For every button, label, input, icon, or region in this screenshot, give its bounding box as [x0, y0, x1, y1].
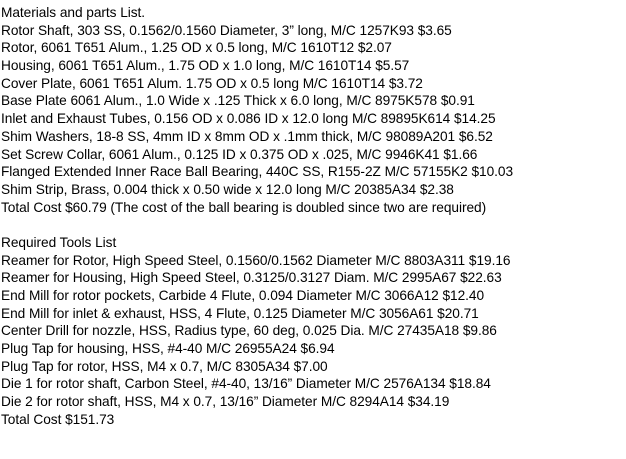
materials-total: Total Cost $60.79 (The cost of the ball bearing is doubled since two are required): [1, 199, 487, 215]
tools-item-die-1: Die 1 for rotor shaft, Carbon Steel, #4-40, 13/16” Diameter M/C 2576A134 $18.84: [1, 376, 491, 392]
materials-item-shim-washers: Shim Washers, 18-8 SS, 4mm ID x 8mm OD x .1mm thick, M/C 98089A201 $6.52: [1, 128, 493, 144]
tools-heading: Required Tools List: [1, 234, 117, 250]
materials-item-housing: Housing, 6061 T651 Alum., 1.75 OD x 1.0 long, M/C 1610T14 $5.57: [1, 58, 410, 74]
materials-item-rotor: Rotor, 6061 T651 Alum., 1.25 OD x 0.5 long, M/C 1610T12 $2.07: [1, 40, 392, 56]
materials-section: [1, 4, 624, 216]
tools-total: Total Cost $151.73: [1, 411, 115, 427]
materials-item-ball-bearing: Flanged Extended Inner Race Ball Bearing, 440C SS, R155-2Z M/C 57155K2 $10.03: [1, 164, 514, 180]
tools-item-end-mill-rotor-pockets: End Mill for rotor pockets, Carbide 4 Flute, 0.094 Diameter M/C 3066A12 $12.40: [1, 288, 485, 303]
tools-item-plug-tap-rotor: Plug Tap for rotor, HSS, M4 x 0.7, M/C 8305A34 $7.00: [1, 358, 328, 374]
tools-item-reamer-housing: Reamer for Housing, High Speed Steel, 0.3125/0.3127 Diam. M/C 2995A67 $22.63: [1, 270, 502, 286]
tools-item-reamer-rotor: Reamer for Rotor, High Speed Steel, 0.1560/0.1562 Diameter M/C 8803A311 $19.16: [1, 252, 511, 268]
materials-item-base-plate: Base Plate 6061 Alum., 1.0 Wide x .125 Thick x 6.0 long, M/C 8975K578 $0.91: [1, 93, 475, 109]
tools-item-plug-tap-housing: Plug Tap for housing, HSS, #4-40 M/C 26955A24 $6.94: [1, 341, 335, 357]
document-body: [1, 4, 624, 429]
tools-item-end-mill-inlet-exhaust: End Mill for inlet & exhaust, HSS, 4 Flute, 0.125 Diameter M/C 3056A61 $20.71: [1, 305, 479, 321]
tools-item-center-drill: Center Drill for nozzle, HSS, Radius type, 60 deg, 0.025 Dia. M/C 27435A18 $9.86: [1, 323, 497, 339]
tools-item-die-2: Die 2 for rotor shaft, HSS, M4 x 0.7, 13/16” Diameter M/C 8294A14 $34.19: [1, 394, 450, 410]
tools-section: [1, 234, 624, 429]
materials-item-cover-plate: Cover Plate, 6061 T651 Alum. 1.75 OD x 0.5 long M/C 1610T14 $3.72: [1, 75, 423, 91]
materials-heading: Materials and parts List.: [1, 5, 146, 20]
materials-item-inlet-exhaust-tubes: Inlet and Exhaust Tubes, 0.156 OD x 0.086 ID x 12.0 long M/C 89895K614 $14.25: [1, 111, 496, 127]
materials-item-shim-strip: Shim Strip, Brass, 0.004 thick x 0.50 wide x 12.0 long M/C 20385A34 $2.38: [1, 181, 454, 197]
materials-item-rotor-shaft: Rotor Shaft, 303 SS, 0.1562/0.1560 Diameter, 3” long, M/C 1257K93 $3.65: [1, 22, 452, 38]
section-spacer: [1, 216, 624, 234]
materials-item-set-screw-collar: Set Screw Collar, 6061 Alum., 0.125 ID x 0.375 OD x .025, M/C 9946K41 $1.66: [1, 146, 478, 162]
